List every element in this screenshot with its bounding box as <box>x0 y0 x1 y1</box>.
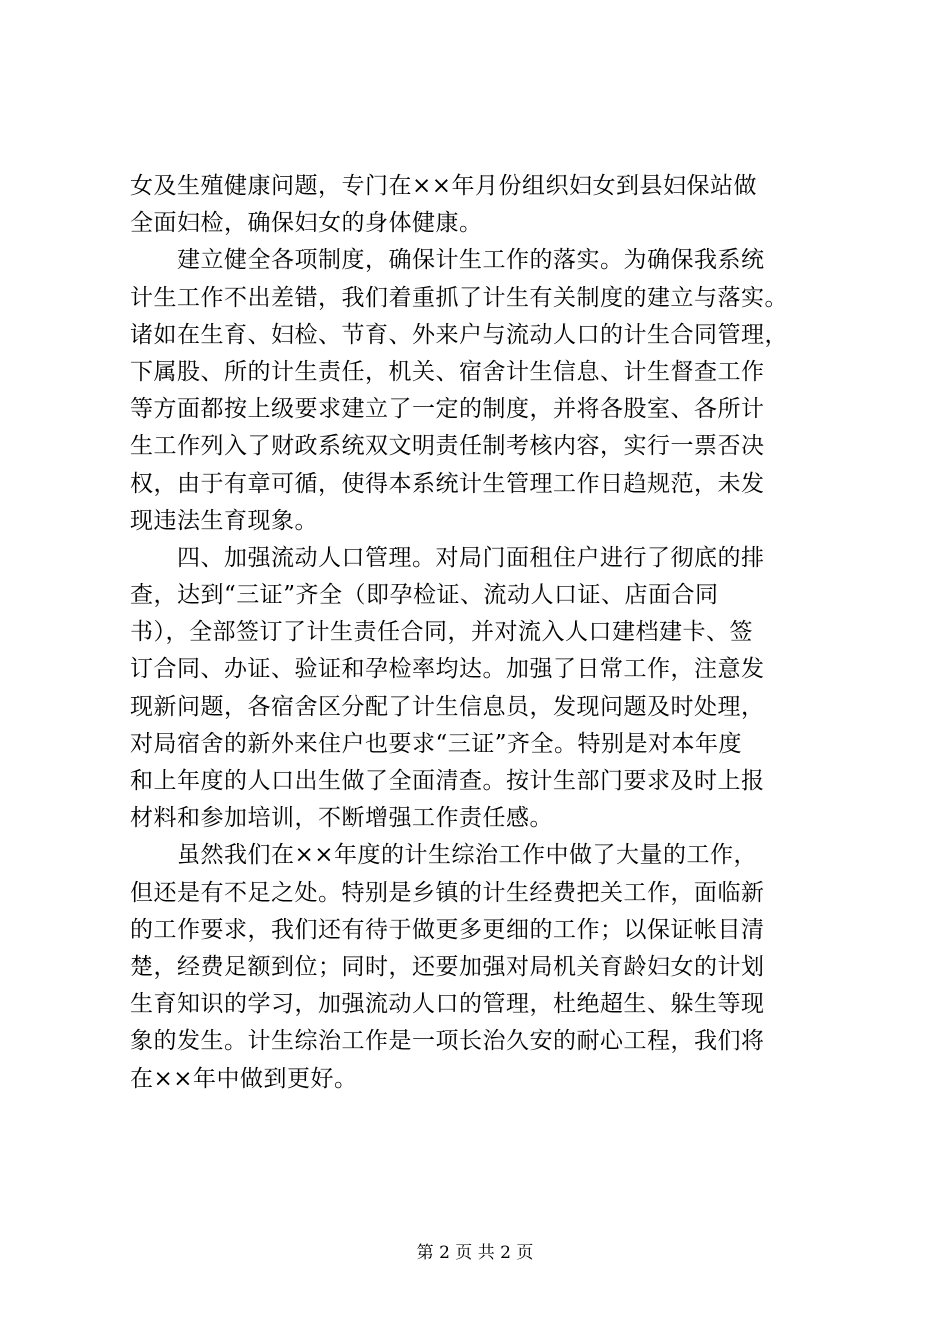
body-text <box>130 168 835 1098</box>
text-line: 生育知识的学习，加强流动人口的管理，杜绝超生、躲生等现 <box>130 991 765 1018</box>
text-line: 女及生殖健康问题，专门在××年月份组织妇女到县妇保站做 <box>130 173 758 199</box>
text-line: 生工作列入了财政系统双文明责任制考核内容，实行一票否决 <box>130 433 765 460</box>
text-line: 虽然我们在××年度的计生综治工作中做了大量的工作， <box>130 842 758 869</box>
text-line: 象的发生。计生综治工作是一项长治久安的耐心工程，我们将 <box>130 1028 765 1055</box>
text-line: 书），全部签订了计生责任合同，并对流入人口建档建卡、签 <box>130 619 753 646</box>
text-line: 计生工作不出差错，我们着重抓了计生有关制度的建立与落实。 <box>130 284 788 311</box>
text-line: 对局宿舍的新外来住户也要求“三证”齐全。特别是对本年度 <box>130 730 743 757</box>
text-line: 和上年度的人口出生做了全面清查。按计生部门要求及时上报 <box>130 768 765 794</box>
text-line: 的工作要求，我们还有待于做更多更细的工作；以保证帐目清 <box>130 916 765 943</box>
text-line: 订合同、办证、验证和孕检率均达。加强了日常工作，注意发 <box>130 656 765 683</box>
text-line: 材料和参加培训，不断增强工作责任感。 <box>130 805 553 832</box>
text-line: 在××年中做到更好。 <box>130 1065 358 1092</box>
text-line: 现新问题，各宿舍区分配了计生信息员，发现问题及时处理， <box>130 693 765 720</box>
text-line: 楚，经费足额到位；同时，还要加强对局机关育龄妇女的计划 <box>130 953 765 980</box>
text-line: 权，由于有章可循，使得本系统计生管理工作日趋规范，未发 <box>130 470 765 497</box>
text-line: 四、加强流动人口管理。对局门面租住户进行了彻底的排 <box>130 544 765 571</box>
text-line: 建立健全各项制度，确保计生工作的落实。为确保我系统 <box>130 247 765 274</box>
text-line: 全面妇检，确保妇女的身体健康。 <box>130 210 483 237</box>
text-line: 查，达到“三证”齐全（即孕检证、流动人口证、店面合同 <box>130 582 719 609</box>
text-line: 现违法生育现象。 <box>130 507 318 534</box>
page-number-footer: 第 2 页 共 2 页 <box>416 1243 534 1263</box>
text-line: 下属股、所的计生责任，机关、宿舍计生信息、计生督查工作 <box>130 358 765 385</box>
text-line: 但还是有不足之处。特别是乡镇的计生经费把关工作，面临新 <box>130 879 765 906</box>
text-line: 等方面都按上级要求建立了一定的制度，并将各股室、各所计 <box>130 396 765 423</box>
text-line: 诸如在生育、妇检、节育、外来户与流动人口的计生合同管理， <box>130 321 788 348</box>
